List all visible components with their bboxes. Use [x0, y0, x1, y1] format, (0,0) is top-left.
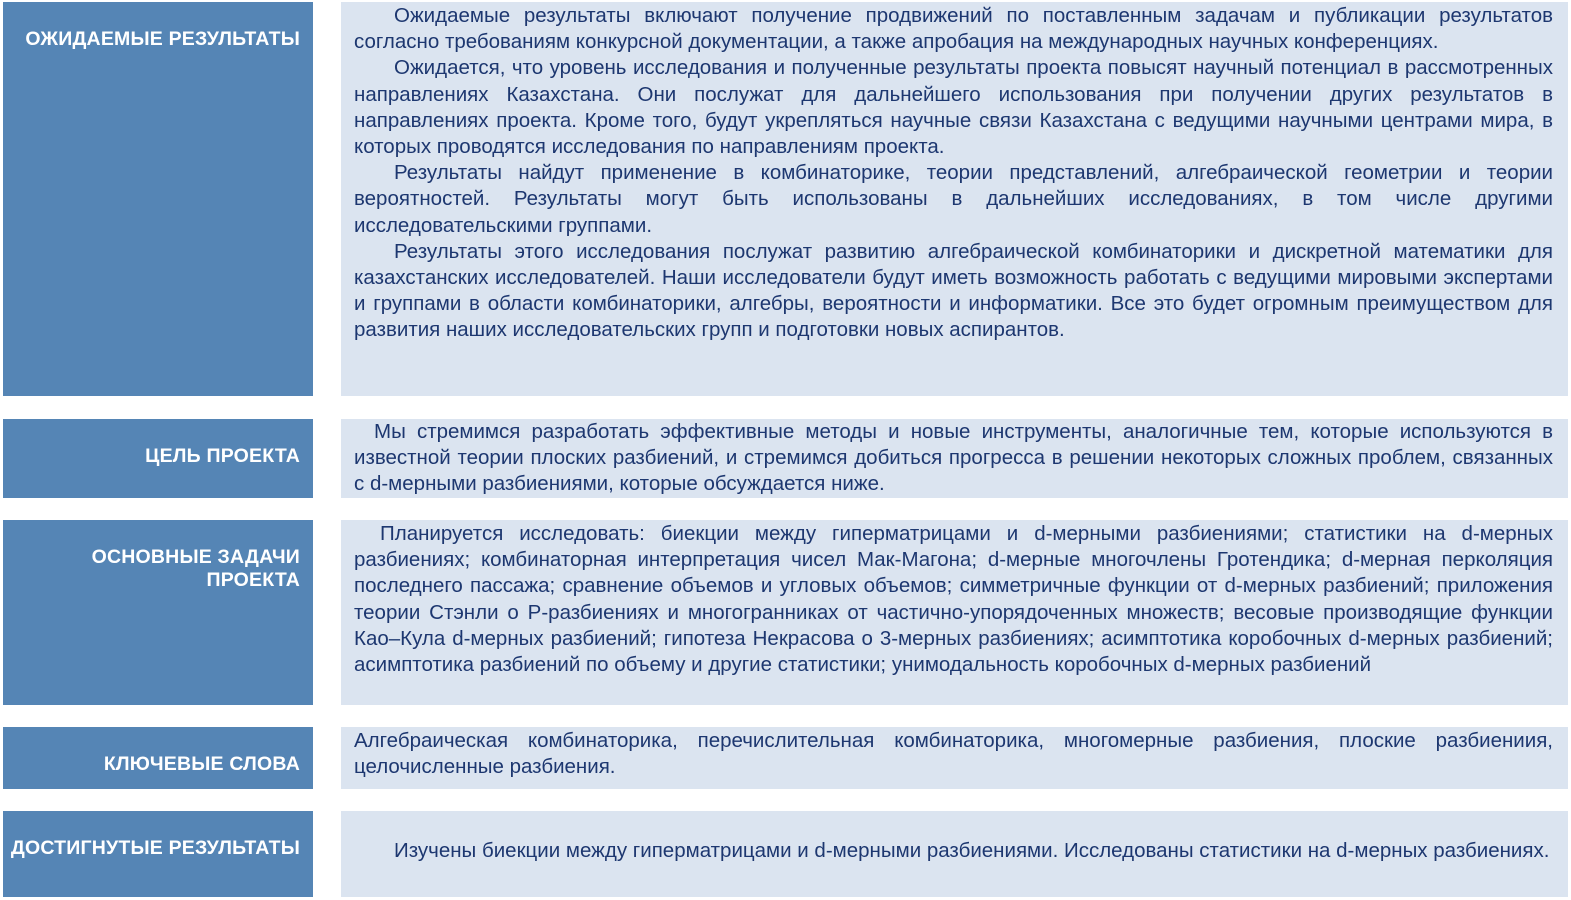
section-label-achieved-results	[3, 811, 313, 897]
paragraph: Мы стремимся разработать эффективные методы и новые инструменты, аналогичные тем, которые используются в известной теории плоских разбиений, и стремимся добиться прогресса в решении некоторых сложных проблем, связанных с d-мерными разбиениями, которые обсуждается ниже.	[354, 420, 1553, 496]
section-label-project-goal	[3, 419, 313, 498]
label-text: ОЖИДАЕМЫЕ РЕЗУЛЬТАТЫ	[25, 28, 300, 50]
label-text: КЛЮЧЕВЫЕ СЛОВА	[103, 753, 300, 775]
paragraph: Ожидается, что уровень исследования и полученные результаты проекта повысят научный потенциал в рассмотренных направлениях Казахстана. Они послужат для дальнейшего использования при получении других результатов в направлениях проекта. Кроме того, будут укрепляться научные связи Казахстана с ведущими научными центрами мира, в которых проводятся исследования по направлениям проекта.	[354, 56, 1553, 159]
paragraph: Изучены биекции между гиперматрицами и d-мерными разбиениями. Исследованы статистики на d-мерных разбиениях.	[394, 839, 1550, 862]
section-content-keywords	[341, 727, 1568, 789]
paragraph: Планируется исследовать: биекции между гиперматрицами и d-мерными разбиениями; статистики на d-мерных разбиениях; комбинаторная интерпретация чисел Мак-Магона; d-мерные многочлены Гротендика; d-мерная перколяция последнего пассажа; сравнение объемов и угловых объемов; симметричные функции от d-мерных разбиений; приложения теории Стэнли о P-разбиениях и многогранниках от частично-упорядоченных множеств; весовые производящие функции Као–Кула d-мерных разбиений; гипотеза Некрасова о 3-мерных разбиениях; асимптотика коробочных d-мерных разбиений; асимптотика разбиений по объему и другие статистики; унимодальность коробочных d-мерных разбиений	[354, 522, 1553, 677]
section-content-main-tasks	[341, 520, 1568, 705]
section-content-expected-results	[341, 2, 1568, 396]
paragraph: Алгебраическая комбинаторика, перечислительная комбинаторика, многомерные разбиения, плоские разбиениия, целочисленные разбиения.	[354, 729, 1553, 779]
section-content-project-goal	[341, 419, 1568, 498]
section-label-keywords	[3, 727, 313, 789]
label-text: ЦЕЛЬ ПРОЕКТА	[145, 445, 300, 467]
label-text: ОСНОВНЫЕ ЗАДАЧИ ПРОЕКТА	[91, 546, 300, 591]
paragraph: Ожидаемые результаты включают получение продвижений по поставленным задачам и публикации результатов согласно требованиям конкурсной документации, а также апробация на международных научных конференциях.	[354, 4, 1553, 54]
paragraph: Результаты этого исследования послужат развитию алгебраической комбинаторики и дискретной математики для казахстанских исследователей. Наши исследователи будут иметь возможность работать с ведущими мировыми экспертами и группами в области комбинаторики, алгебры, вероятности и информатики. Все это будет огромным преимуществом для развития наших исследовательских групп и подготовки новых аспирантов.	[354, 239, 1553, 342]
paragraph: Результаты найдут применение в комбинаторике, теории представлений, алгебраической геометрии и теории вероятностей. Результаты могут быть использованы в дальнейших исследованиях, в том числе другими исследовательскими группами.	[354, 161, 1553, 237]
label-text: ДОСТИГНУТЫЕ РЕЗУЛЬТАТЫ	[10, 837, 300, 859]
section-label-expected-results	[3, 2, 313, 396]
section-label-main-tasks	[3, 520, 313, 705]
section-content-achieved-results	[341, 811, 1568, 897]
